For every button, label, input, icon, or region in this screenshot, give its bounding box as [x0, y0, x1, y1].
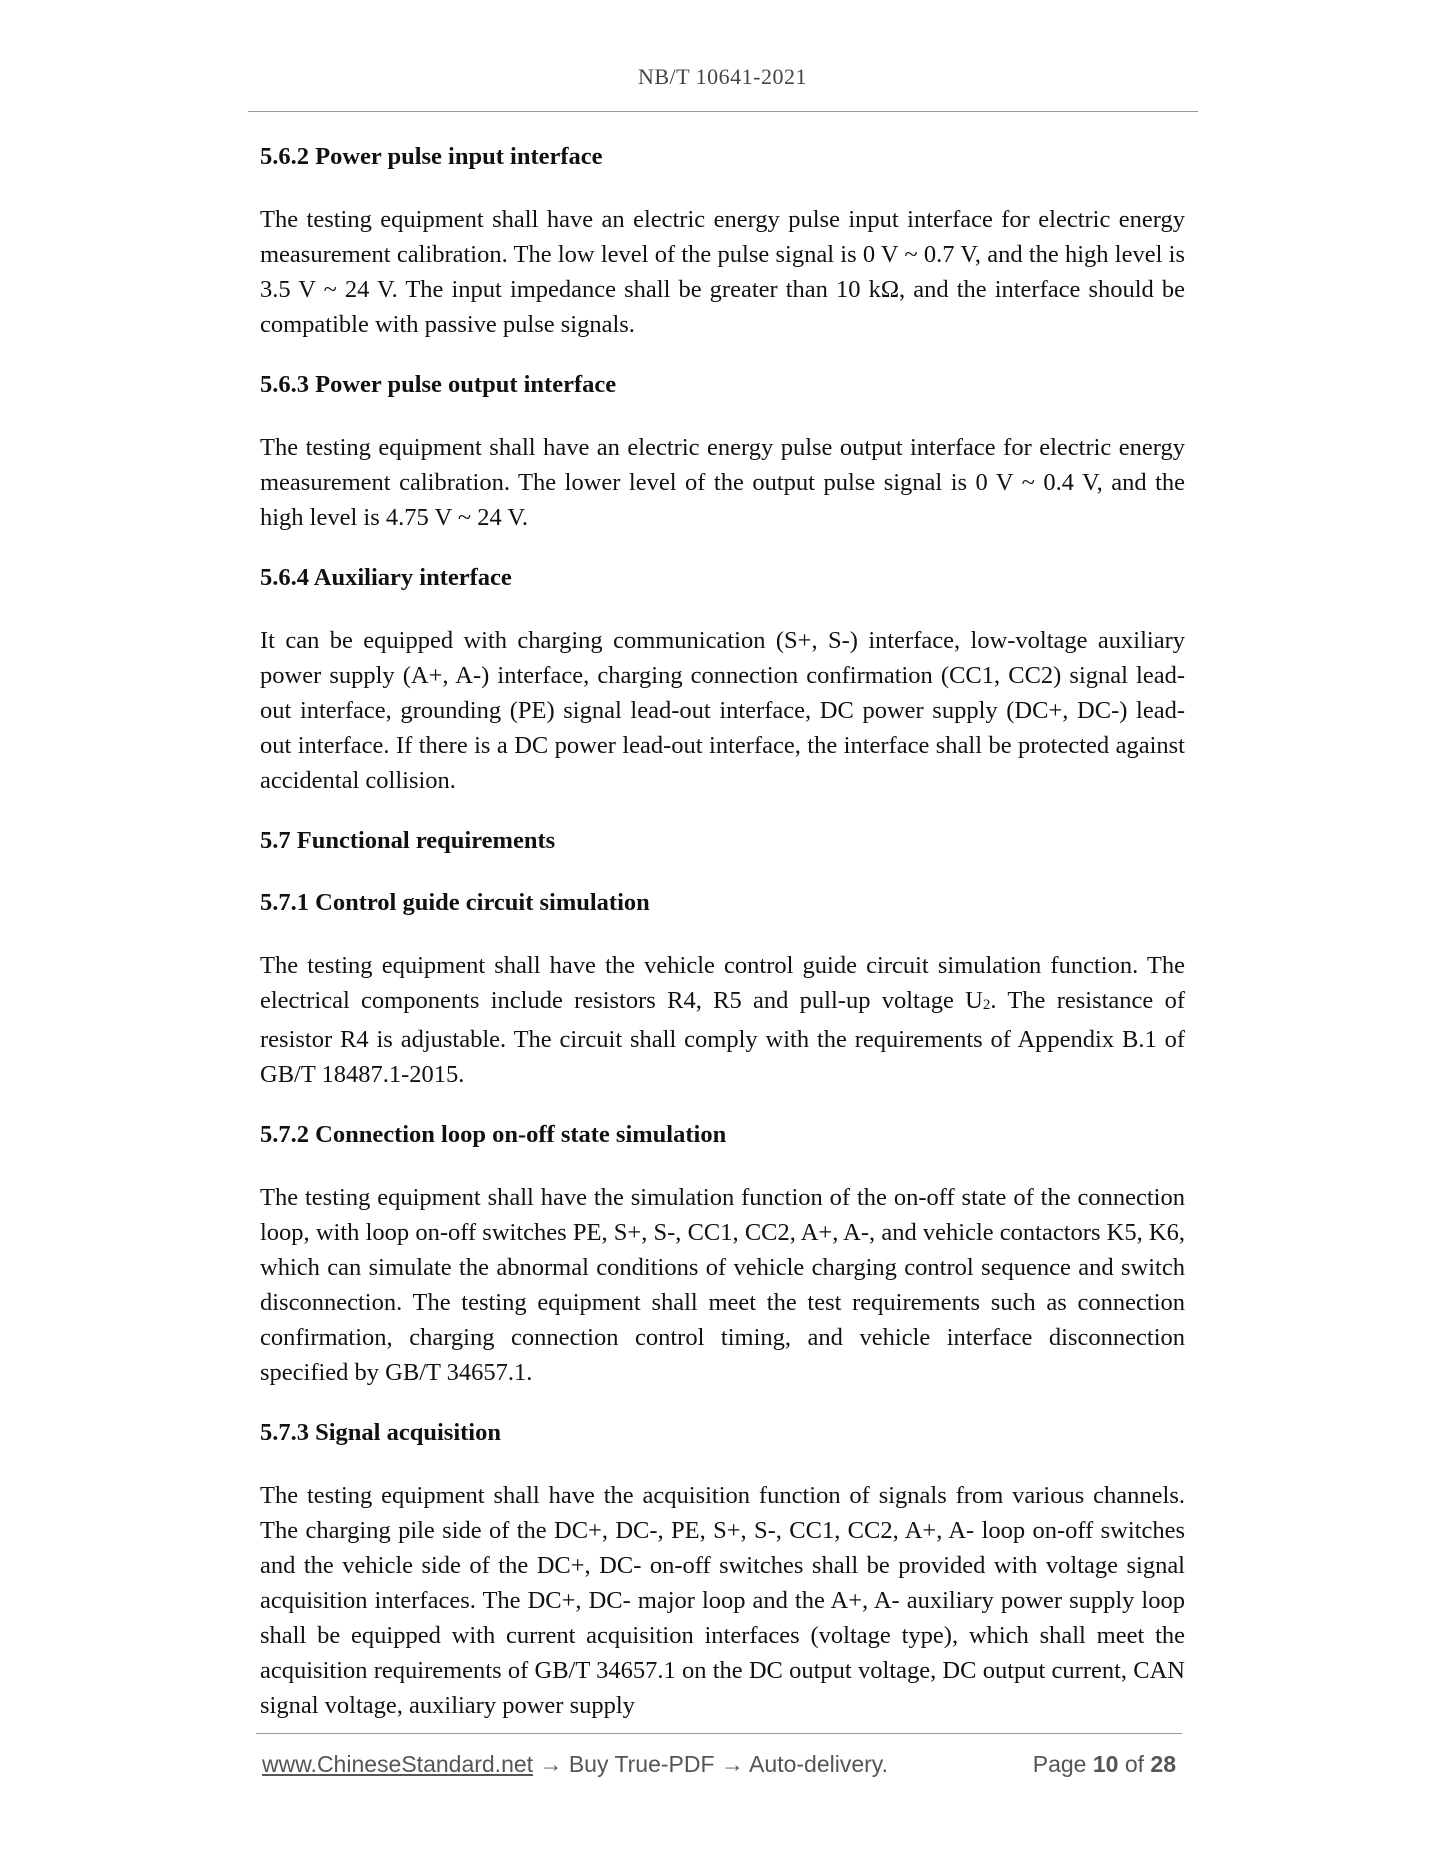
footer-tagline: → Buy True-PDF → Auto-delivery. — [533, 1751, 888, 1777]
subscript-2: 2 — [982, 997, 991, 1013]
section-heading-5-7-3: 5.7.3 Signal acquisition — [260, 1419, 501, 1446]
section-text-5-7-1 — [260, 948, 1185, 1092]
section-heading-5-6-4: 5.6.4 Auxiliary interface — [260, 564, 512, 591]
section-heading-5-7: 5.7 Functional requirements — [260, 827, 556, 854]
header-divider — [248, 111, 1198, 112]
section-text-5-7-1-part-a: The testing equipment shall have the vehicle control guide circuit simulation function. The electrical components include resistors R4, R5 and pull-up voltage U — [260, 952, 1185, 1014]
page-label: Page — [1032, 1751, 1087, 1777]
section-heading-5-7-1: 5.7.1 Control guide circuit simulation — [260, 889, 650, 916]
section-text-5-7-1-part-b: . The resistance of resistor R4 is adjustable. The circuit shall comply with the requirements of Appendix B.1 of GB/T 18487.1-2015. — [260, 987, 1185, 1088]
page-total: 28 — [1150, 1751, 1176, 1777]
section-text-5-6-3: The testing equipment shall have an electric energy pulse output interface for electric energy measurement calibration. The lower level of the output pulse signal is 0 V ~ 0.4 V, and the high level is 4.75 V ~ 24 V. — [260, 434, 1185, 531]
footer-promo — [262, 1751, 888, 1778]
section-heading-5-6-3: 5.6.3 Power pulse output interface — [260, 371, 617, 398]
footer-divider — [256, 1733, 1182, 1734]
section-text-5-7-2: The testing equipment shall have the simulation function of the on-off state of the connection loop, with loop on-off switches PE, S+, S-, CC1, CC2, A+, A-, and vehicle contactors K5, K6, which can simulate the abnormal conditions of vehicle charging control sequence and switch disconnection. The testing equipment shall meet the test requirements such as connection confirmation, charging connection control timing, and vehicle interface disconnection specified by GB/T 34657.1. — [260, 1184, 1185, 1386]
document-body — [260, 140, 1185, 1749]
page-counter — [1033, 1751, 1176, 1778]
page-footer — [262, 1751, 1182, 1781]
page-of-label: of — [1124, 1751, 1145, 1777]
section-text-5-6-4: It can be equipped with charging communication (S+, S-) interface, low-voltage auxiliary power supply (A+, A-) interface, charging connection confirmation (CC1, CC2) signal lead-out interface, grounding (PE) signal lead-out interface, DC power supply (DC+, DC-) lead-out interface. If there is a DC power lead-out interface, the interface shall be protected against accidental collision. — [260, 627, 1185, 794]
section-text-5-7-3: The testing equipment shall have the acquisition function of signals from various channels. The charging pile side of the DC+, DC-, PE, S+, S-, CC1, CC2, A+, A- loop on-off switches and the vehicle side of the DC+, DC- on-off switches shall be provided with voltage signal acquisition interfaces. The DC+, DC- major loop and the A+, A- auxiliary power supply loop shall be equipped with current acquisition interfaces (voltage type), which shall meet the acquisition requirements of GB/T 34657.1 on the DC output voltage, DC output current, CAN signal voltage, auxiliary power supply — [260, 1482, 1185, 1719]
chinesestandard-link[interactable]: www.ChineseStandard.net — [262, 1751, 534, 1777]
section-heading-5-6-2: 5.6.2 Power pulse input interface — [260, 143, 603, 170]
section-heading-5-7-2: 5.7.2 Connection loop on-off state simulation — [260, 1121, 727, 1148]
section-text-5-6-2: The testing equipment shall have an electric energy pulse input interface for electric energy measurement calibration. The low level of the pulse signal is 0 V ~ 0.7 V, and the high level is 3.5 V ~ 24 V. The input impedance shall be greater than 10 kΩ, and the interface should be compatible with passive pulse signals. — [260, 206, 1185, 338]
document-header-id: NB/T 10641-2021 — [637, 64, 808, 89]
page-current: 10 — [1092, 1751, 1119, 1777]
